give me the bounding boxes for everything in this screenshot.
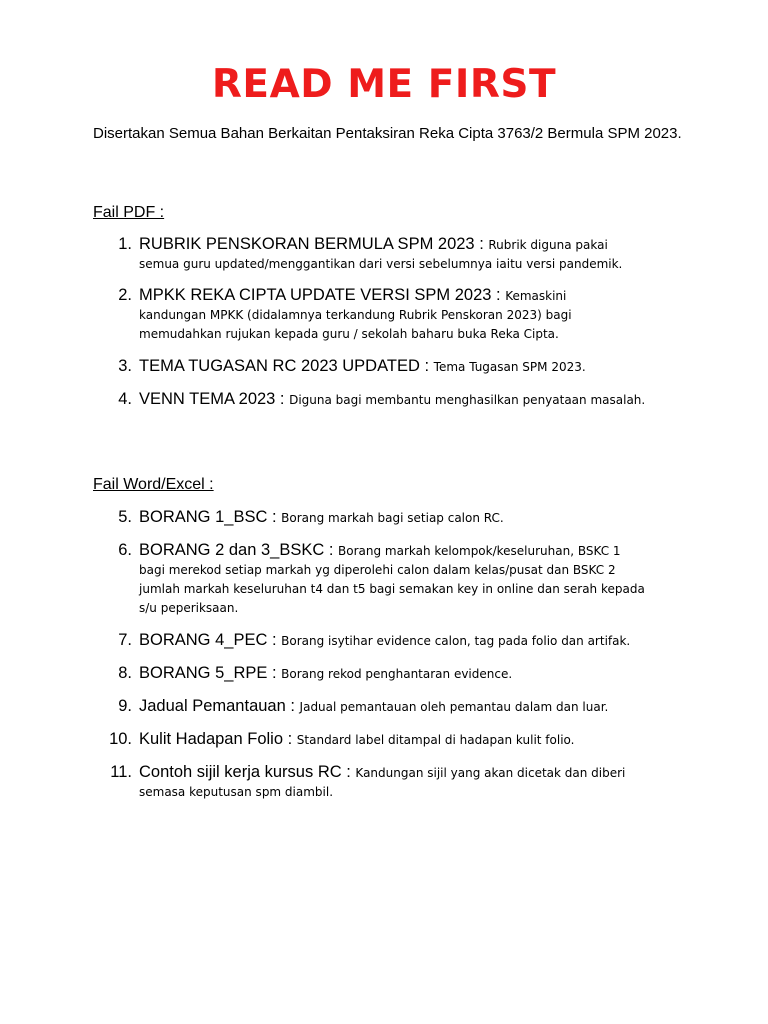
item-line bbox=[139, 762, 688, 783]
list-item bbox=[0, 285, 768, 344]
item-description-continued: memudahkan rujukan kepada guru / sekolah baharu buka Reka Cipta. bbox=[139, 327, 559, 341]
item-number: 4. bbox=[118, 390, 132, 408]
list-item bbox=[0, 356, 768, 377]
item-description: Rubrik diguna pakai bbox=[488, 238, 608, 252]
item-number: 6. bbox=[118, 541, 132, 559]
item-description: Kemaskini bbox=[505, 289, 567, 303]
section-heading-pdf: Fail PDF : bbox=[93, 204, 165, 221]
item-description: Diguna bagi membantu menghasilkan penyataan masalah. bbox=[289, 393, 646, 407]
item-line bbox=[139, 696, 688, 717]
item-number: 2. bbox=[118, 286, 132, 304]
item-line bbox=[139, 540, 688, 561]
intro-paragraph: Disertakan Semua Bahan Berkaitan Pentaksiran Reka Cipta 3763/2 Bermula SPM 2023. bbox=[93, 125, 682, 142]
list-item bbox=[0, 540, 768, 618]
item-description-continued: bagi merekod setiap markah yg diperolehi calon dalam kelas/pusat dan BSKC 2 bbox=[139, 563, 616, 577]
pdf-file-list bbox=[0, 234, 768, 410]
item-line bbox=[139, 630, 688, 651]
word-excel-file-list bbox=[0, 507, 768, 814]
page-title: READ ME FIRST bbox=[211, 62, 557, 107]
list-item bbox=[0, 389, 768, 410]
item-description: Standard label ditampal di hadapan kulit folio. bbox=[296, 733, 575, 747]
item-number: 10. bbox=[109, 730, 132, 748]
item-description-continued: semua guru updated/menggantikan dari versi sebelumnya iaitu versi pandemik. bbox=[139, 257, 623, 271]
item-line bbox=[139, 234, 688, 255]
list-item bbox=[0, 234, 768, 274]
item-description: Kandungan sijil yang akan dicetak dan diberi bbox=[355, 766, 626, 780]
item-description-continued: s/u peperiksaan. bbox=[139, 601, 239, 615]
list-item bbox=[0, 729, 768, 750]
section-heading-word-excel: Fail Word/Excel : bbox=[93, 476, 214, 493]
item-description-continued: semasa keputusan spm diambil. bbox=[139, 785, 334, 799]
item-label: TEMA TUGASAN RC 2023 UPDATED : bbox=[139, 357, 430, 375]
item-description: Borang isytihar evidence calon, tag pada folio dan artifak. bbox=[281, 634, 631, 648]
item-label: BORANG 4_PEC : bbox=[139, 631, 277, 649]
item-line bbox=[139, 356, 688, 377]
item-description-continued: jumlah markah keseluruhan t4 dan t5 bagi semakan key in online dan serah kepada bbox=[139, 582, 645, 596]
item-number: 7. bbox=[118, 631, 132, 649]
item-number: 11. bbox=[110, 763, 132, 781]
item-label: BORANG 1_BSC : bbox=[139, 508, 277, 526]
item-line bbox=[139, 663, 688, 684]
item-description: Borang markah bagi setiap calon RC. bbox=[281, 511, 504, 525]
item-label: Jadual Pemantauan : bbox=[139, 697, 295, 715]
item-label: RUBRIK PENSKORAN BERMULA SPM 2023 : bbox=[139, 235, 484, 253]
item-description: Tema Tugasan SPM 2023. bbox=[433, 360, 586, 374]
item-label: Contoh sijil kerja kursus RC : bbox=[139, 763, 351, 781]
item-description-continued: kandungan MPKK (didalamnya terkandung Rubrik Penskoran 2023) bagi bbox=[139, 308, 572, 322]
item-label: Kulit Hadapan Folio : bbox=[139, 730, 293, 748]
item-line bbox=[139, 389, 688, 410]
item-number: 9. bbox=[118, 697, 132, 715]
list-item bbox=[0, 663, 768, 684]
item-label: BORANG 2 dan 3_BSKC : bbox=[139, 541, 334, 559]
item-label: MPKK REKA CIPTA UPDATE VERSI SPM 2023 : bbox=[139, 286, 501, 304]
item-line bbox=[139, 729, 688, 750]
list-item bbox=[0, 507, 768, 528]
item-line bbox=[139, 285, 688, 306]
list-item bbox=[0, 696, 768, 717]
list-item bbox=[0, 630, 768, 651]
item-number: 8. bbox=[118, 664, 132, 682]
item-number: 3. bbox=[118, 357, 132, 375]
item-description: Borang markah kelompok/keseluruhan, BSKC 1 bbox=[338, 544, 621, 558]
item-label: VENN TEMA 2023 : bbox=[139, 390, 285, 408]
item-number: 5. bbox=[118, 508, 132, 526]
item-label: BORANG 5_RPE : bbox=[139, 664, 277, 682]
list-item bbox=[0, 762, 768, 802]
item-description: Jadual pemantauan oleh pemantau dalam dan luar. bbox=[299, 700, 609, 714]
item-description: Borang rekod penghantaran evidence. bbox=[281, 667, 513, 681]
item-line bbox=[139, 507, 688, 528]
item-number: 1. bbox=[118, 235, 132, 253]
